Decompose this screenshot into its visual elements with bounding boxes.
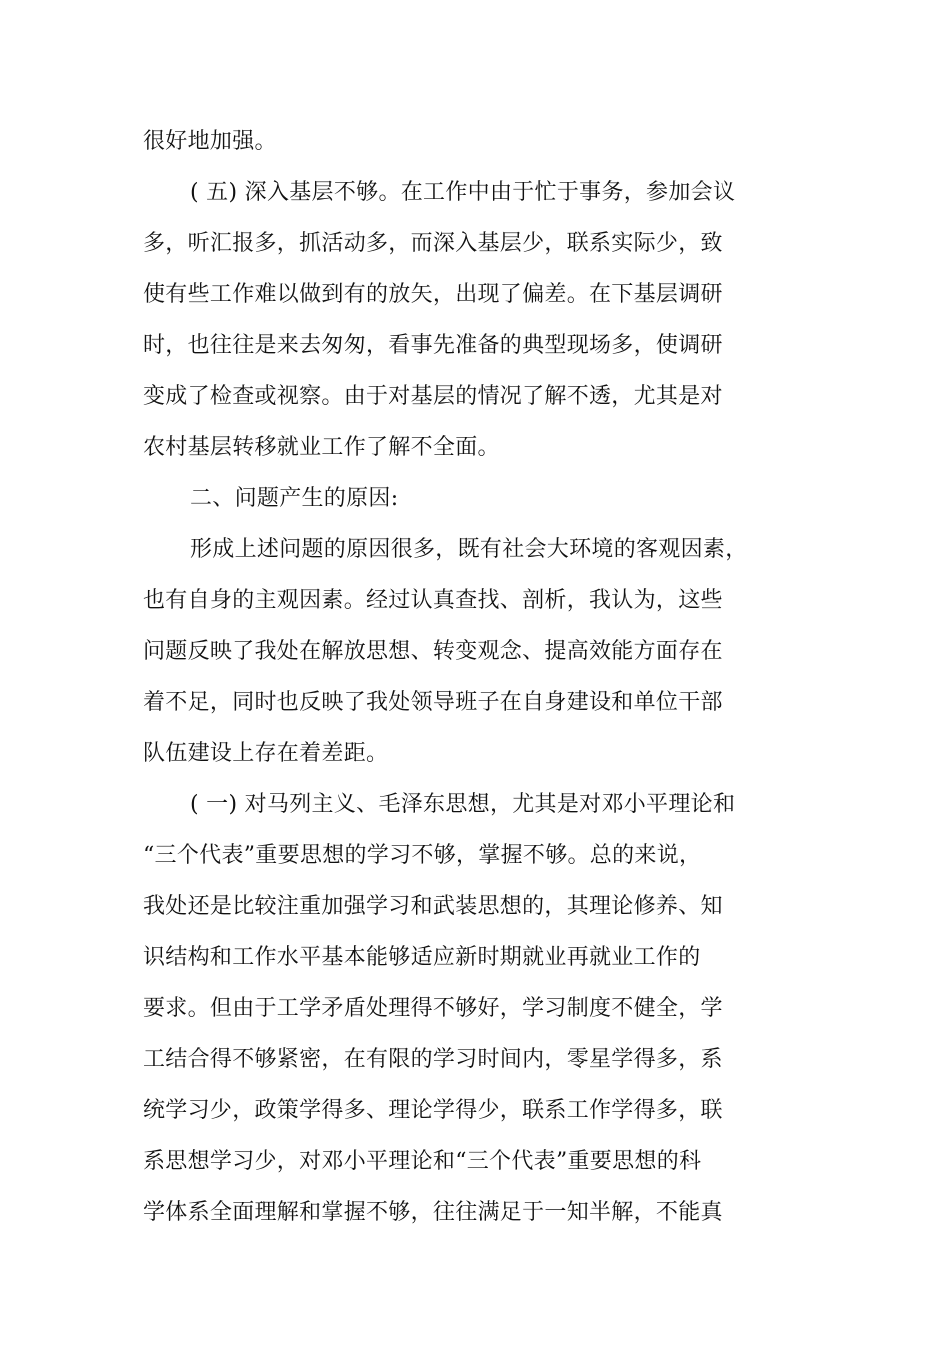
text-line: 队伍建设上存在着差距。 bbox=[143, 741, 389, 766]
text-line: 学体系全面理解和掌握不够，往往满足于一知半解，不能真 bbox=[143, 1200, 723, 1225]
section-two-heading: 二、问题产生的原因: bbox=[190, 486, 399, 511]
text-line: 统学习少，政策学得多、理论学得少，联系工作学得多，联 bbox=[143, 1098, 723, 1123]
text-line: 形成上述问题的原因很多，既有社会大环境的客观因素， bbox=[190, 537, 748, 562]
text-line: 也有自身的主观因素。经过认真查找、剖析，我认为，这些 bbox=[143, 588, 723, 613]
section-five-heading: ( 五) 深入基层不够。在工作中由于忙于事务，参加会议 bbox=[190, 180, 736, 205]
text-line: 很好地加强。 bbox=[143, 129, 277, 154]
text-line: 使有些工作难以做到有的放矢，出现了偏差。在下基层调研 bbox=[143, 282, 723, 307]
text-line: 识结构和工作水平基本能够适应新时期就业再就业工作的 bbox=[143, 945, 701, 970]
text-line: “三个代表”重要思想的学习不够，掌握不够。总的来说， bbox=[143, 843, 702, 868]
text-line: 农村基层转移就业工作了解不全面。 bbox=[143, 435, 500, 460]
text-line: 时，也往往是来去匆匆，看事先准备的典型现场多，使调研 bbox=[143, 333, 723, 358]
text-line: 我处还是比较注重加强学习和武装思想的，其理论修养、知 bbox=[143, 894, 723, 919]
text-line: 着不足，同时也反映了我处领导班子在自身建设和单位干部 bbox=[143, 690, 723, 715]
text-line: 工结合得不够紧密，在有限的学习时间内，零星学得多，系 bbox=[143, 1047, 723, 1072]
text-line: 变成了检查或视察。由于对基层的情况了解不透，尤其是对 bbox=[143, 384, 723, 409]
text-line: 要求。但由于工学矛盾处理得不够好，学习制度不健全，学 bbox=[143, 996, 723, 1021]
text-line: 问题反映了我处在解放思想、转变观念、提高效能方面存在 bbox=[143, 639, 723, 664]
section-one-heading: ( 一) 对马列主义、毛泽东思想，尤其是对邓小平理论和 bbox=[190, 792, 736, 817]
text-line: 系思想学习少，对邓小平理论和“三个代表”重要思想的科 bbox=[143, 1149, 702, 1174]
text-line: 多，听汇报多，抓活动多，而深入基层少，联系实际少，致 bbox=[143, 231, 723, 256]
